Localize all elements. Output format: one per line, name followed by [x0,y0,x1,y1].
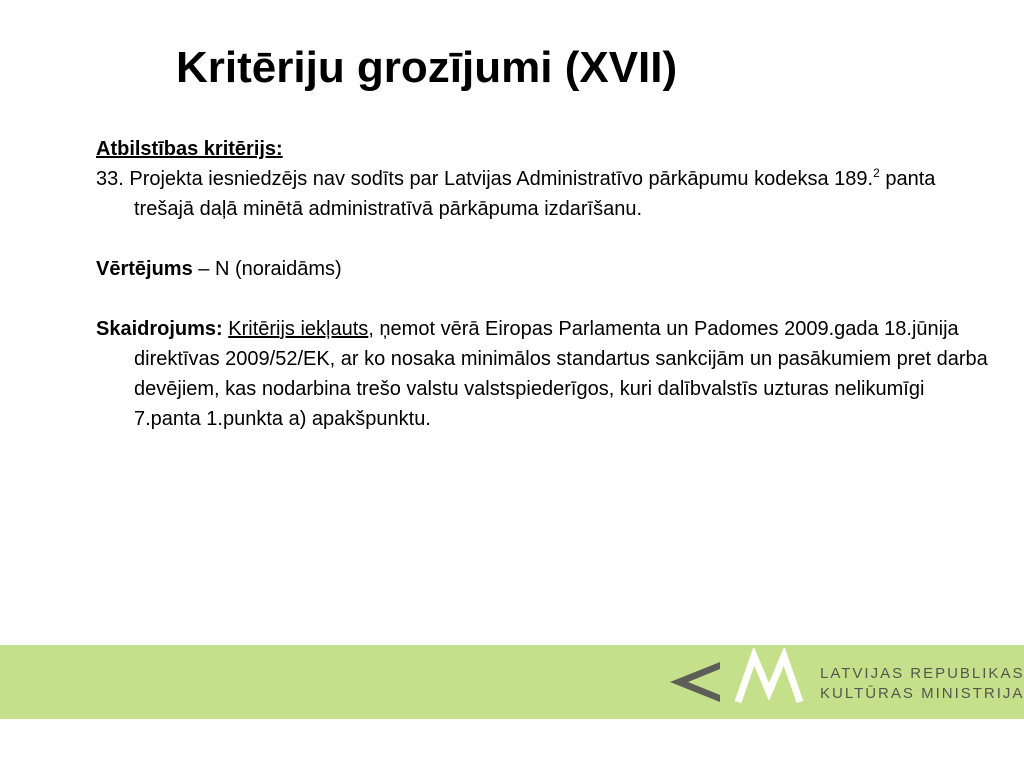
spacer [96,284,996,314]
criterion-text-rest: panta trešajā daļā minētā administratīvā pārkāpuma izdarīšanu. [134,168,936,220]
explanation-text [96,314,996,434]
assessment-label: Vērtējums [96,258,193,280]
explanation-link[interactable]: Kritērijs iekļauts [228,318,369,340]
logo-m-icon [738,656,800,702]
criterion-text [96,164,996,224]
criterion-heading: Atbilstības kritērijs: [96,138,283,160]
ministry-logo-icon [668,648,808,714]
spacer [96,224,996,254]
logo-chevron-icon [670,662,720,702]
logo-text-line1: LATVIJAS REPUBLIKAS [820,665,1024,682]
logo-text-line2: KULTŪRAS MINISTRIJA [820,685,1024,702]
slide-title: Kritēriju grozījumi (XVII) [176,43,678,92]
slide-content [96,134,996,434]
ministry-logo-text [820,664,1024,704]
explanation-label: Skaidrojums: [96,318,223,340]
explanation-body: , ņemot vērā Eiropas Parlamenta un Padomes 2009.gada 18.jūnija direktīvas 2009/52/EK, ar ko nosaka minimālos standartus sankcijām un pasākumiem pret darba devējiem, kas nodarbina trešo valstu valstspiederīgos, kuri dalībvalstīs uzturas nelikumīgi 7.panta 1.punkta a) apakšpunktu. [134,318,988,430]
assessment-line [96,254,996,284]
criterion-text-main: 33. Projekta iesniedzējs nav sodīts par Latvijas Administratīvo pārkāpumu kodeksa 189. [96,168,874,190]
assessment-value: – N (noraidāms) [192,258,342,280]
criterion-superscript: 2 [873,166,880,180]
